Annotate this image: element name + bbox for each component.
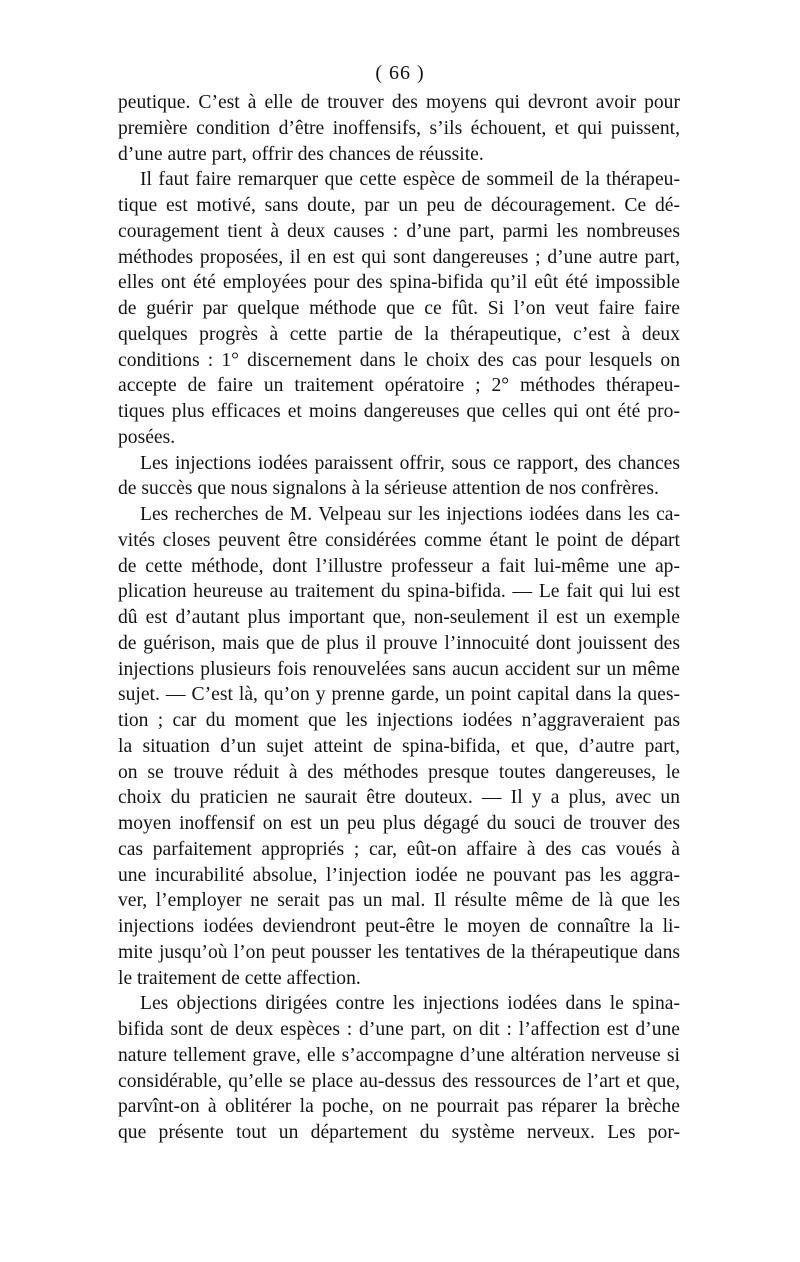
paragraph bbox=[118, 991, 680, 1146]
text-line: de cette méthode, dont l’illustre professeur a fait lui-même une ap- bbox=[118, 555, 680, 577]
text-line: bifida sont de deux espèces : d’une part, on dit : l’affection est d’une bbox=[118, 1019, 680, 1040]
text-line: tique est motivé, sans doute, par un peu de découragement. Ce dé- bbox=[118, 195, 680, 216]
text-line: dû est d’autant plus important que, non-seulement il est un exemple bbox=[118, 607, 680, 628]
text-line: accepte de faire un traitement opératoire ; 2° méthodes thérapeu- bbox=[118, 375, 680, 397]
text-line: conditions : 1° discernement dans le choix des cas pour lesquels on bbox=[118, 349, 680, 371]
text-line: cas parfaitement appropriés ; car, eût-on affaire à des cas voués à bbox=[118, 838, 680, 860]
text-line: une incurabilité absolue, l’injection iodée ne pouvant pas les aggra- bbox=[118, 864, 680, 886]
text-line: de guérir par quelque méthode que ce fût. Si l’on veut faire faire bbox=[118, 298, 680, 319]
paragraph bbox=[118, 167, 680, 450]
text-line: moyen inoffensif on est un peu plus dégagé du souci de trouver des bbox=[118, 813, 680, 834]
text-line: posées. bbox=[118, 426, 176, 448]
text-line: Les injections iodées paraissent offrir, sous ce rapport, des chances bbox=[140, 452, 680, 474]
text-line: Les objections dirigées contre les injections iodées dans le spina- bbox=[140, 993, 680, 1015]
text-line: nature tellement grave, elle s’accompagne d’une altération nerveuse si bbox=[118, 1044, 680, 1066]
text-line: elles ont été employées pour des spina-bifida qu’il eût été impossible bbox=[118, 272, 680, 294]
text-line: mite jusqu’où l’on peut pousser les tentatives de la thérapeutique dans bbox=[118, 941, 680, 963]
page-number: ( 66 ) bbox=[375, 62, 425, 84]
paragraph bbox=[118, 451, 680, 503]
text-line: que présente tout un département du système nerveux. Les por- bbox=[118, 1122, 680, 1143]
text-line: d’une autre part, offrir des chances de réussite. bbox=[118, 143, 484, 165]
text-line: Il faut faire remarquer que cette espèce de sommeil de la thérapeu- bbox=[140, 169, 680, 191]
text-line: ver, l’employer ne serait pas un mal. Il résulte même de là que les bbox=[118, 890, 680, 912]
paragraph bbox=[118, 502, 680, 991]
text-line: couragement tient à deux causes : d’une part, parmi les nombreuses bbox=[118, 220, 680, 242]
text-line: sujet. — C’est là, qu’on y prenne garde, un point capital dans la ques- bbox=[118, 684, 680, 706]
text-line: quelques progrès à cette partie de la thérapeutique, c’est à deux bbox=[118, 323, 680, 345]
text-line: tiques plus efficaces et moins dangereuses que celles qui ont été pro- bbox=[118, 401, 680, 422]
text-line: choix du praticien ne saurait être douteux. — Il y a plus, avec un bbox=[118, 787, 680, 809]
text-line: injections iodées deviendront peut-être le moyen de connaître la li- bbox=[118, 916, 680, 937]
paragraph bbox=[118, 90, 680, 167]
text-line: méthodes proposées, il en est qui sont dangereuses ; d’une autre part, bbox=[118, 246, 680, 268]
text-line: Les recherches de M. Velpeau sur les injections iodées dans les ca- bbox=[140, 504, 680, 525]
text-line: première condition d’être inoffensifs, s’ils échouent, et qui puissent, bbox=[118, 117, 680, 139]
text-line: tion ; car du moment que les injections iodées n’aggraveraient pas bbox=[118, 710, 680, 731]
text-line: plication heureuse au traitement du spina-bifida. — Le fait qui lui est bbox=[118, 581, 680, 603]
text-line: injections plusieurs fois renouvelées sans aucun accident sur un même bbox=[118, 658, 680, 680]
text-line: parvînt-on à oblitérer la poche, on ne pourrait pas réparer la brèche bbox=[118, 1096, 680, 1118]
text-line: la situation d’un sujet atteint de spina-bifida, et que, d’autre part, bbox=[118, 735, 680, 757]
text-line: le traitement de cette affection. bbox=[118, 967, 361, 989]
body-text bbox=[118, 90, 680, 1146]
text-line: peutique. C’est à elle de trouver des moyens qui devront avoir pour bbox=[118, 92, 680, 113]
text-line: vités closes peuvent être considérées comme étant le point de départ bbox=[118, 529, 680, 551]
text-line: considérable, qu’elle se place au-dessus des ressources de l’art et que, bbox=[118, 1070, 680, 1092]
text-line: on se trouve réduit à des méthodes presque toutes dangereuses, le bbox=[118, 761, 680, 783]
text-line: de guérison, mais que de plus il prouve l’innocuité dont jouissent des bbox=[118, 632, 680, 654]
text-line: de succès que nous signalons à la sérieuse attention de nos confrères. bbox=[118, 478, 659, 500]
